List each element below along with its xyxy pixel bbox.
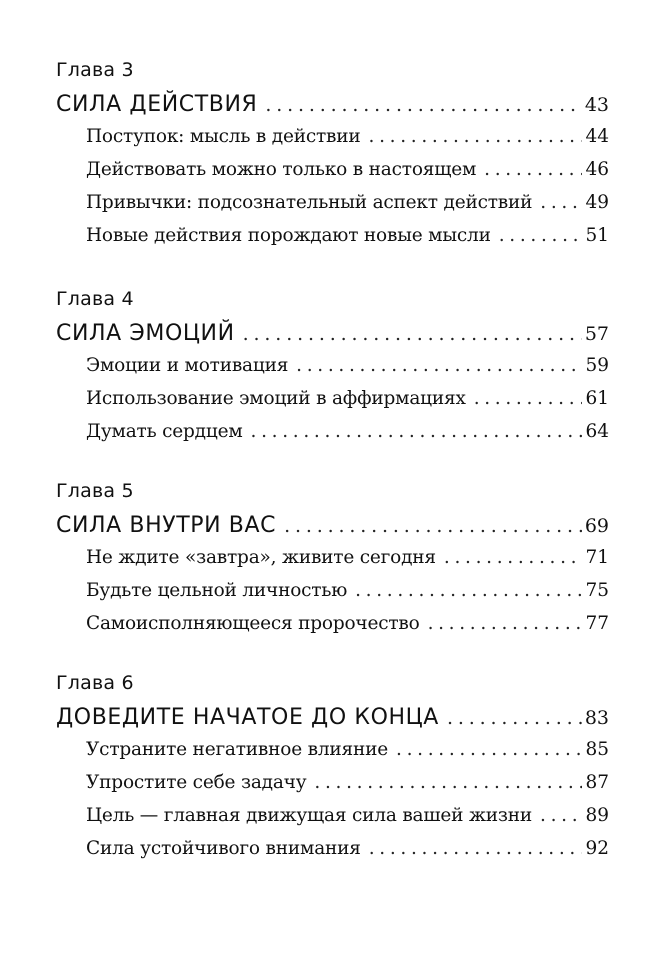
- section-title: Привычки: подсознательный аспект действий: [86, 192, 533, 213]
- page-number: 69: [584, 515, 609, 537]
- section-title: Новые действия порождают новые мысли: [86, 225, 491, 246]
- section-title: Использование эмоций в аффирмациях: [86, 388, 466, 409]
- page-number: 71: [585, 547, 609, 568]
- leader-dots: [314, 766, 582, 799]
- section-title: Будьте цельной личностью: [86, 580, 348, 601]
- chapter-title: ДОВЕДИТЕ НАЧАТОЕ ДО КОНЦА: [56, 705, 439, 730]
- page-number: 46: [585, 159, 609, 180]
- chapter-title-row[interactable]: [56, 319, 609, 349]
- page-number: 87: [585, 772, 609, 793]
- chapter-title-row[interactable]: [56, 703, 609, 733]
- page-number: 49: [585, 192, 609, 213]
- chapter-label: Глава 5: [56, 480, 134, 502]
- section-title: Самоисполняющееся пророчество: [86, 613, 420, 634]
- section-title: Сила устойчивого внимания: [86, 838, 361, 859]
- page-number: 44: [585, 126, 609, 147]
- chapter-title-row[interactable]: [56, 511, 609, 541]
- section-row[interactable]: [86, 766, 609, 799]
- page-number: 75: [585, 580, 609, 601]
- section-list: [86, 541, 609, 640]
- leader-dots: [447, 703, 582, 733]
- section-row[interactable]: [86, 415, 609, 448]
- section-row[interactable]: [86, 832, 609, 865]
- leader-dots: [243, 319, 582, 349]
- section-row[interactable]: [86, 607, 609, 640]
- section-list: [86, 349, 609, 448]
- leader-dots: [540, 186, 582, 219]
- section-title: Действовать можно только в настоящем: [86, 159, 477, 180]
- section-row[interactable]: [86, 219, 609, 252]
- page-number: 61: [585, 388, 609, 409]
- page-number: 83: [584, 707, 609, 729]
- leader-dots: [540, 799, 582, 832]
- page-number: 59: [585, 355, 609, 376]
- section-title: Упростите себе задачу: [86, 772, 307, 793]
- leader-dots: [474, 382, 583, 415]
- section-row[interactable]: [86, 120, 609, 153]
- leader-dots: [484, 153, 582, 186]
- leader-dots: [265, 90, 581, 120]
- leader-dots: [428, 607, 583, 640]
- leader-dots: [444, 541, 583, 574]
- leader-dots: [284, 511, 582, 541]
- section-title: Эмоции и мотивация: [86, 355, 289, 376]
- leader-dots: [369, 832, 583, 865]
- chapter-title: СИЛА ЭМОЦИЙ: [56, 321, 235, 346]
- section-title: Цель — главная движущая сила вашей жизни: [86, 805, 533, 826]
- page-number: 64: [585, 421, 609, 442]
- page-number: 77: [585, 613, 609, 634]
- leader-dots: [251, 415, 583, 448]
- section-title: Поступок: мысль в действии: [86, 126, 361, 147]
- leader-dots: [296, 349, 582, 382]
- section-row[interactable]: [86, 574, 609, 607]
- chapter-5: [56, 479, 609, 640]
- section-row[interactable]: [86, 799, 609, 832]
- section-row[interactable]: [86, 153, 609, 186]
- page-number: 85: [585, 739, 609, 760]
- chapter-label: Глава 4: [56, 288, 134, 310]
- chapter-title: СИЛА ВНУТРИ ВАС: [56, 513, 277, 538]
- section-row[interactable]: [86, 733, 609, 766]
- section-title: Не ждите «завтра», живите сегодня: [86, 547, 436, 568]
- chapter-3: [56, 58, 609, 252]
- section-row[interactable]: [86, 382, 609, 415]
- chapter-title: СИЛА ДЕЙСТВИЯ: [56, 92, 258, 117]
- page-number: 89: [585, 805, 609, 826]
- chapter-6: [56, 671, 609, 865]
- section-list: [86, 733, 609, 865]
- chapter-label: Глава 3: [56, 59, 134, 81]
- leader-dots: [369, 120, 583, 153]
- page-number: 51: [585, 225, 609, 246]
- chapter-label: Глава 6: [56, 672, 134, 694]
- leader-dots: [499, 219, 583, 252]
- section-title: Думать сердцем: [86, 421, 243, 442]
- chapter-4: [56, 287, 609, 448]
- section-row[interactable]: [86, 541, 609, 574]
- page-number: 43: [584, 94, 609, 116]
- page-number: 57: [584, 323, 609, 345]
- section-row[interactable]: [86, 349, 609, 382]
- section-list: [86, 120, 609, 252]
- page-number: 92: [585, 838, 609, 859]
- section-row[interactable]: [86, 186, 609, 219]
- leader-dots: [355, 574, 582, 607]
- section-title: Устраните негативное влияние: [86, 739, 389, 760]
- chapter-title-row[interactable]: [56, 90, 609, 120]
- leader-dots: [396, 733, 582, 766]
